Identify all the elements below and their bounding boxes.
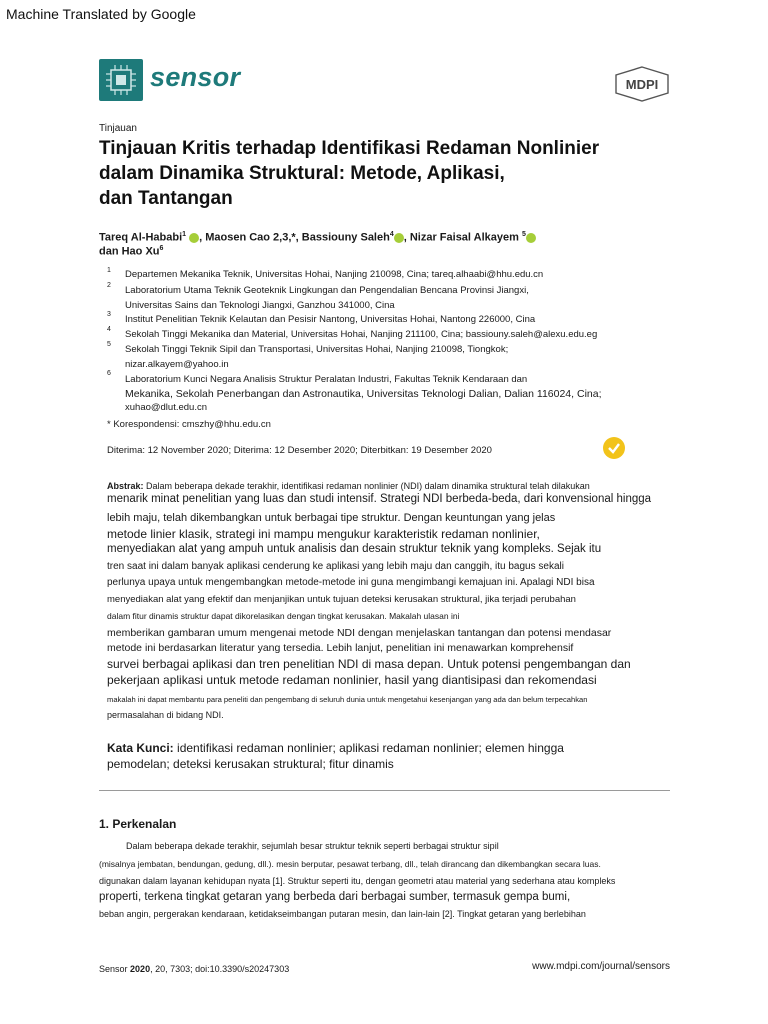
affiliation-line: xuhao@dlut.edu.cn — [125, 402, 208, 413]
title-line: dalam Dinamika Struktural: Metode, Aplikasi, — [99, 163, 505, 184]
affiliation-sup: 1 — [182, 231, 187, 238]
abstract-line — [107, 481, 590, 491]
abstract-line: pekerjaan aplikasi untuk metode redaman nonlinier, hasil yang diantisipasi dan rekomendasi — [107, 673, 597, 687]
title-line: Tinjauan Kritis terhadap Identifikasi Redaman Nonlinier — [99, 138, 600, 159]
title-line: dan Tantangan — [99, 188, 233, 209]
abstract-text: Dalam beberapa dekade terakhir, identifikasi redaman nonlinier (NDI) dalam dinamika struktural telah dilakukan — [143, 481, 590, 491]
keywords-text: identifikasi redaman nonlinier; aplikasi redaman nonlinier; elemen hingga — [173, 741, 564, 755]
abstract-line: dalam fitur dinamis struktur dapat dikorelasikan dengan tingkat kerusakan. Makalah ulasan ini — [107, 611, 460, 621]
affiliation-number: 4 — [107, 326, 111, 333]
body-line: beban angin, pergerakan kendaraan, ketidakseimbangan putaran mesin, dan lain-lain [2]. Tingkat getaran yang berlebihan — [99, 909, 586, 919]
abstract-line: menyediakan alat yang ampuh untuk analisis dan desain struktur teknik yang kompleks. Sejak itu — [107, 543, 602, 555]
section-heading: 1. Perkenalan — [99, 817, 177, 831]
affiliation-line: Sekolah Tinggi Teknik Sipil dan Transportasi, Universitas Hohai, Nanjing 210098, Tiongkok; — [125, 344, 509, 355]
affiliation-line: Sekolah Tinggi Mekanika dan Material, Universitas Hohai, Nanjing 211100, Cina; bassiouny.saleh@alexu.edu.eg — [125, 329, 598, 340]
author-list — [99, 231, 536, 244]
author-name: , Nizar Faisal Alkayem — [403, 231, 519, 244]
body-line: (misalnya jembatan, bendungan, gedung, dll.). mesin berputar, pesawat terbang, dll., telah dirancang dan dikembangkan secara luas. — [99, 859, 601, 869]
affiliation-line: nizar.alkayem@yahoo.in — [125, 359, 229, 370]
orcid-icon[interactable] — [189, 233, 199, 243]
translation-banner: Machine Translated by Google — [6, 6, 196, 22]
abstract-line: memberikan gambaran umum mengenai metode NDI dengan menjelaskan tantangan dan potensi mendasar — [107, 627, 612, 639]
publication-dates: Diterima: 12 November 2020; Diterima: 12 Desember 2020; Diterbitkan: 19 Desember 2020 — [107, 445, 492, 456]
affiliation-sup: 4 — [389, 231, 394, 238]
body-line: digunakan dalam layanan kehidupan nyata [1]. Struktur seperti itu, dengan geometri atau material yang sederhana atau kompleks — [99, 876, 616, 886]
journal-name: sensor — [150, 62, 241, 92]
check-for-updates-icon[interactable] — [603, 437, 625, 459]
abstract-line: metode linier klasik, strategi ini mampu mengukur karakteristik redaman nonlinier, — [107, 527, 540, 541]
abstract-line: menyediakan alat yang efektif dan menjanjikan untuk tujuan deteksi kerusakan struktural, jika terjadi perubahan — [107, 594, 576, 605]
affiliation-sup: 6 — [159, 245, 164, 252]
sensors-logo-icon — [99, 59, 143, 101]
abstract-line: survei berbagai aplikasi dan tren penelitian NDI di masa depan. Untuk potensi pengembangan dan — [107, 657, 631, 671]
affiliation-number: 3 — [107, 311, 111, 318]
author-list-cont — [99, 245, 163, 258]
abstract-line: lebih maju, telah dikembangkan untuk berbagai tipe struktur. Dengan keuntungan yang jelas — [107, 512, 556, 524]
abstract-line: tren saat ini dalam banyak aplikasi cenderung ke aplikasi yang lebih maju dan canggih, itu bagus sekali — [107, 561, 564, 572]
journal-url-link[interactable]: www.mdpi.com/journal/sensors — [532, 961, 670, 972]
mdpi-logo-icon — [614, 66, 670, 102]
abstract-line: permasalahan di bidang NDI. — [107, 710, 224, 720]
orcid-icon[interactable] — [526, 233, 536, 243]
keywords-label: Kata Kunci: — [107, 741, 174, 755]
keywords-line — [107, 741, 564, 755]
affiliation-number: 2 — [107, 282, 111, 289]
article-type: Tinjauan — [99, 123, 137, 134]
affiliation-line: Institut Penelitian Teknik Kelautan dan Pesisir Nantong, Universitas Hohai, Nantong 226000, Cina — [125, 314, 536, 325]
affiliation-line: Departemen Mekanika Teknik, Universitas Hohai, Nanjing 210098, Cina; tareq.alhaabi@hhu.edu.cn — [125, 269, 544, 280]
footer-journal: Sensor — [99, 964, 128, 974]
orcid-icon[interactable] — [394, 233, 404, 243]
affiliation-sup: 5 — [521, 231, 526, 238]
correspondence: * Korespondensi: cmszhy@hhu.edu.cn — [107, 419, 271, 430]
body-line: Dalam beberapa dekade terakhir, sejumlah besar struktur teknik seperti berbagai struktur sipil — [126, 841, 499, 851]
author-name: Tareq Al-Hababi — [99, 231, 183, 244]
author-name: , Maosen Cao 2,3,*, Bassiouny Saleh — [199, 231, 390, 244]
author-name: dan Hao Xu — [99, 245, 160, 258]
keywords-line: pemodelan; deteksi kerusakan struktural; fitur dinamis — [107, 757, 394, 771]
affiliation-line: Laboratorium Utama Teknik Geoteknik Lingkungan dan Pengendalian Bencana Provinsi Jiangxi, — [125, 285, 529, 296]
footer-year: 2020 — [130, 964, 151, 974]
affiliation-line: Universitas Sains dan Teknologi Jiangxi, Ganzhou 341000, Cina — [125, 300, 395, 311]
affiliation-number: 1 — [107, 267, 111, 274]
mdpi-logo-text: MDPI — [625, 77, 659, 92]
abstract-line: menarik minat penelitian yang luas dan studi intensif. Strategi NDI berbeda-beda, dari konvensional hingga — [107, 493, 652, 505]
abstract-line: perlunya upaya untuk mengembangkan metode-metode ini guna mengimbangi kemajuan ini. Apalagi NDI bisa — [107, 577, 595, 588]
body-line: properti, terkena tingkat getaran yang berbeda dari berbagai sumber, termasuk gempa bumi, — [99, 891, 571, 903]
affiliation-line: Laboratorium Kunci Negara Analisis Struktur Peralatan Industri, Fakultas Teknik Kendaraan dan — [125, 374, 528, 385]
citation-footer — [99, 964, 289, 974]
abstract-label: Abstrak: — [107, 481, 144, 491]
section-divider — [99, 790, 670, 791]
abstract-line: metode ini berdasarkan literatur yang tersedia. Lebih lanjut, penelitian ini menawarkan komprehensif — [107, 642, 574, 654]
affiliation-line: Mekanika, Sekolah Penerbangan dan Astronautika, Universitas Teknologi Dalian, Dalian 116024, Cina; — [125, 388, 602, 400]
footer-citation: , 20, 7303; doi:10.3390/s20247303 — [150, 964, 290, 974]
abstract-line: makalah ini dapat membantu para peneliti dan pengembang di seluruh dunia untuk mengetahui kesenjangan yang ada dan belum terpecahkan — [107, 695, 588, 704]
affiliation-number: 6 — [107, 370, 111, 377]
affiliation-number: 5 — [107, 341, 111, 348]
